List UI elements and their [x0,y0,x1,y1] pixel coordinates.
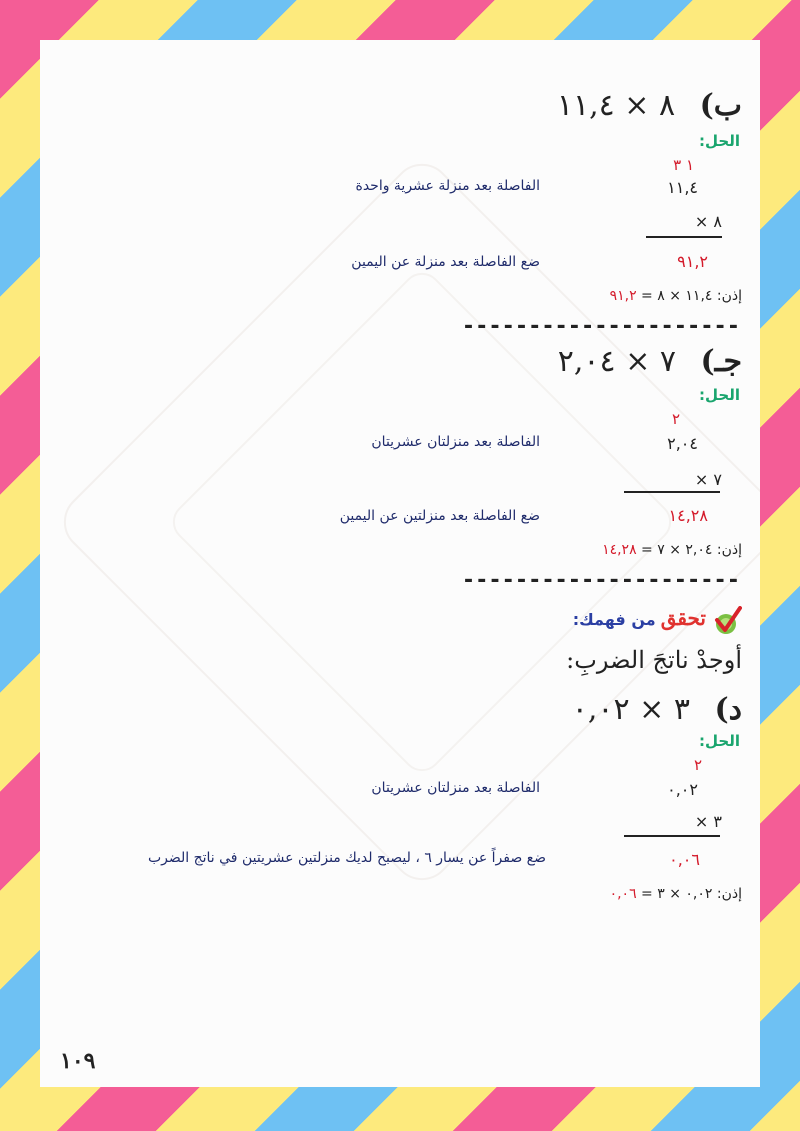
part-c-multiplier: × ٧ [694,470,722,489]
part-d-rule [624,835,720,837]
part-d-conclusion-prefix: إذن: ٠,٠٢ × ٣ = [641,886,742,902]
page-number: ١٠٩ [60,1048,96,1074]
part-d-header [572,692,742,727]
part-c-multiplicand: ٢,٠٤ [667,434,698,453]
check-title-main: تحقق [660,606,706,630]
part-c-solution-label: الحل: [699,386,740,404]
part-c-result: ١٤,٢٨ [668,506,708,525]
check-understanding-title [573,606,706,630]
part-d-solution-label: الحل: [699,732,740,750]
part-b-result: ٩١,٢ [677,252,708,271]
part-b-multiplier: × ٨ [694,212,722,231]
part-d-conclusion [610,886,742,902]
part-d-note-decimal: الفاصلة بعد منزلتان عشريتان [371,780,540,796]
part-c-rule [624,491,720,493]
part-b-multiplicand: ١١,٤ [667,178,698,197]
part-d-carry: ٢ [693,756,702,774]
part-c-carry: ٢ [671,410,680,428]
part-b-conclusion-prefix: إذن: ١١,٤ × ٨ = [641,288,742,304]
separator-2: --------------------- [461,568,740,593]
part-b-note-decimal: الفاصلة بعد منزلة عشرية واحدة [355,178,540,194]
worksheet-page [40,40,760,1087]
part-c-label: جـ) [700,344,742,379]
checkmark-icon [712,606,742,636]
part-d-result: ٠,٠٦ [669,850,700,869]
part-d-expression: ٣ × ٠,٠٢ [571,692,690,727]
part-b-rule [646,236,722,238]
part-c-note-decimal: الفاصلة بعد منزلتان عشريتان [371,434,540,450]
part-b-expression: ٨ × ١١,٤ [556,88,676,123]
part-d-note-place: ضع صفراً عن يسار ٦ ، ليصبح لديك منزلتين عشريتين في ناتج الضرب [147,850,546,866]
part-b-label: ب) [699,88,742,123]
part-b-conclusion [610,288,742,304]
part-c-note-place: ضع الفاصلة بعد منزلتين عن اليمين [339,508,540,524]
part-d-conclusion-result: ٠,٠٦ [609,886,637,902]
question-prompt: أوجدْ ناتجَ الضربِ: [566,646,742,674]
part-c-expression: ٧ × ٢,٠٤ [557,344,677,379]
part-d-label: د) [714,692,742,727]
part-b-header [557,88,742,123]
check-title-rest: من فهمك: [572,610,656,629]
part-b-conclusion-result: ٩١,٢ [609,288,637,304]
part-c-conclusion [602,542,742,558]
part-b-solution-label: الحل: [699,132,740,150]
part-b-carry: ١ ٣ [673,156,694,174]
part-c-header [558,344,742,379]
part-b-note-place: ضع الفاصلة بعد منزلة عن اليمين [351,254,540,270]
part-c-conclusion-prefix: إذن: ٢,٠٤ × ٧ = [641,542,742,558]
separator-1: --------------------- [461,314,740,339]
part-d-multiplier: × ٣ [694,812,722,831]
part-d-multiplicand: ٠,٠٢ [667,780,698,799]
part-c-conclusion-result: ١٤,٢٨ [602,542,637,558]
